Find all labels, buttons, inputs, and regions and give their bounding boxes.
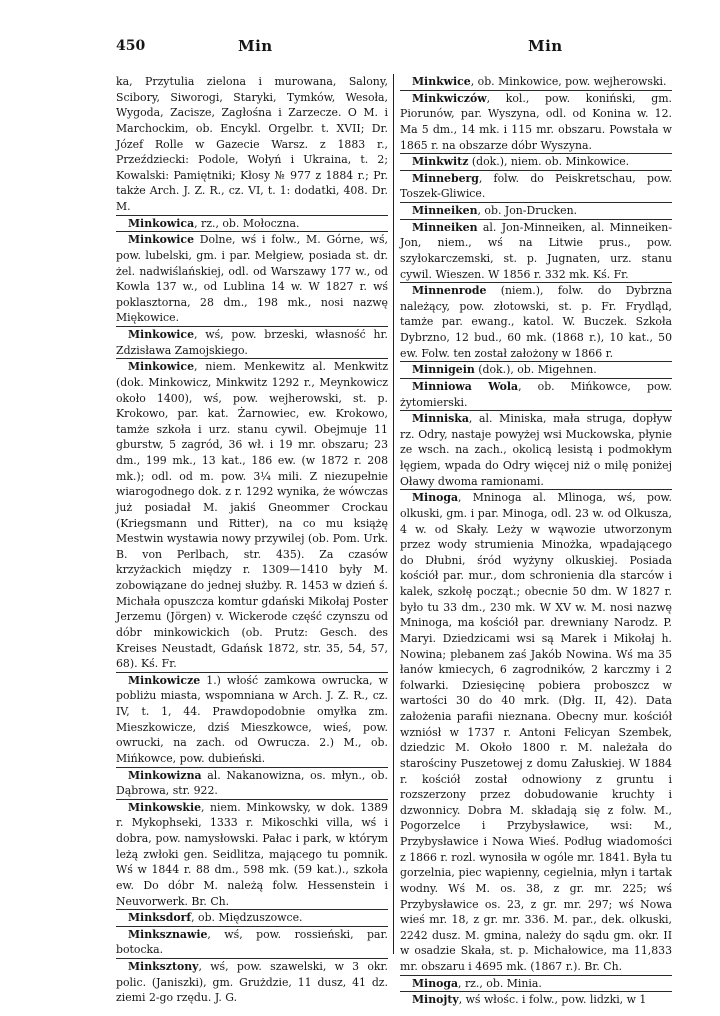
entry-headword: Minkowice — [128, 360, 194, 374]
dictionary-entry — [400, 410, 672, 489]
dictionary-entry — [400, 361, 672, 378]
entry-text: , folw. do Peiskretschau, pow. Toszek-Gliwice. — [400, 171, 672, 201]
page-header — [116, 38, 670, 60]
entry-headword: Minksdorf — [128, 911, 192, 925]
entry-text: (dok.), niem. ob. Minkowice. — [468, 155, 630, 169]
dictionary-entry — [116, 767, 388, 799]
dictionary-entry — [400, 170, 672, 202]
entry-headword: Minneiken — [412, 204, 478, 217]
entry-text: Dolne, wś i folw., M. Górne, wś, pow. lubelski, gm. i par. Mełgiew, posiada st. dr. żel. nadwiślańskiej, odl. od Warszawy 177 w., od Kowla 137 w., od Lublina 14 w. W 1827 r. wś poklasztorna, 28 dm., 198 mk., nosi nazwę Miękowice. — [116, 233, 388, 325]
entry-text: al. Nakanowizna, os. młyn., ob. Dąbrowa, str. 922. — [116, 768, 388, 798]
entry-text: , kol., pow. koniński, gm. Piorunów, par. Wyszyna, odl. od Konina w. 12. Ma 5 dm., 14 mk. i 115 mr. obszaru. Powstała w 1865 r. na obszarze dóbr Wyszyna. — [400, 91, 672, 152]
entry-headword: Minnigein — [412, 363, 475, 377]
entry-headword: Minkwice — [412, 75, 471, 88]
entry-headword: Minojty — [412, 993, 459, 1007]
entry-text: al. Jon-Minneiken, al. Minneiken-Jon, niem., wś na Litwie prus., pow. szyłokarczemski, st. p. Jugnaten, urz. stanu cywil. Wieszen. W 1856 r. 332 mk. Kś. Fr. — [400, 220, 672, 281]
dictionary-entry — [400, 991, 672, 1008]
dictionary-entry — [116, 799, 388, 909]
page-number: 450 — [116, 38, 146, 54]
entry-headword: Minoga — [412, 491, 459, 505]
dictionary-entry — [116, 358, 388, 672]
entry-text: , rz., ob. Mołoczna. — [194, 216, 300, 230]
entry-text: ka, Przytulia zielona i murowana, Salony, Scibory, Siworogi, Staryki, Tymków, Wesoła, Wygoda, Zacisze, Zagłośna i Zarzecze. O M. i Marchockim, ob. Encykl. Orgelbr. t. XVII; Dr. Józef Rolle w Gazecie Warsz. z 1883 r., Przeździecki: Podole, Wołyń i Ukraina, t. 2; Kowalski: Pamiętniki; Kłosy № 977 z 1884 r.; Pr. także Arch. J. Z. R., cz. VI, t. 1: dodatki, 408. Dr. M. — [116, 75, 388, 213]
entry-headword: Minkowica — [128, 216, 195, 230]
entry-headword: Minksznawie — [128, 927, 208, 941]
entry-text: , ob. Minkowice, pow. wejherowski. — [470, 75, 667, 88]
dictionary-entry — [116, 74, 388, 215]
entry-headword: Minkowice — [128, 328, 194, 341]
dictionary-entry — [116, 231, 388, 326]
dictionary-entry — [400, 219, 672, 283]
left-column — [116, 74, 388, 1005]
entry-text: (dok.), ob. Migehnen. — [474, 363, 597, 377]
dictionary-entry — [400, 74, 672, 90]
dictionary-entry — [116, 958, 388, 1006]
dictionary-entry — [400, 202, 672, 219]
entry-headword: Minneiken — [412, 220, 478, 234]
entry-text: , wś, pow. brzeski, własność hr. Zdzisława Zamojskiego. — [116, 328, 388, 357]
entry-text: , wś, pow. szawelski, w 3 okr. polic. (Janiszki), gm. Grużdzie, 11 dusz, 41 dz. ziemi 2-go rzędu. J. G. — [116, 960, 388, 1005]
entry-text: , Mninoga al. Mlinoga, wś, pow. olkuski, gm. i par. Minoga, odl. 23 w. od Olkusza, 4 w. od Skały. Leży w wąwozie utworzonym przez wody strumienia Minożka, wpadającego do Dłubni, śród wyżyny olkuskiej. Posiada kościół par. mur., dom schronienia dla starców i kalek, szkołę począt.; obecnie 50 dm. W 1827 r. było tu 33 dm., 230 mk. W XV w. M. nosi nazwę Mninoga, ma kościół par. drewniany Narodz. P. Maryi. Dziedzicami wsi są Marek i Mikołaj h. Nowina; plebanem zaś Jakób Nowina. Wś ma 35 łanów kmiecych, 6 zagrodników, 2 karczmy i 2 folwarki. Dziesięcinę pobiera proboszcz w wartości 30 do 40 mrk. (Dłg. II, 42). Data założenia parafii nieznana. Obecny mur. kościół wzniósł w 1737 r. Antoni Felicyan Szembek, dziedzic M. Około 1800 r. M. należała do starościny Puszetowej z domu Załuskiej. W 1884 r. kościół został odnowiony z gruntu i rozszerzony przez dobudowanie kruchty i dzwonnicy. Dobra M. składają się z folw. M., Pogorzelce i Przybysławice, wsi: M., Przybysławice i Nowa Wieś. Podług wiadomości z 1866 r. rozl. wynosiła w ogóle mr. 1841. Była tu gorzelnia, piec wapienny, cegielnia, młyn i tartak wodny. Wś M. os. 38, z gr. mr. 225; wś Przybysławice os. 23, z gr. mr. 297; wś Nowa wieś mr. 18, z gr. mr. 336. M. par., dek. olkuski, 2242 dusz. M. gmina, należy do sądu gm. okr. II w osadzie Skała, st. p. Michałowice, ma 11,833 mr. obszaru i 4695 mk. (1867 r.). Br. Ch. — [400, 491, 673, 973]
entry-headword: Minneberg — [412, 171, 479, 185]
dictionary-entry — [400, 975, 672, 992]
running-head-right: Min — [528, 37, 563, 55]
entry-headword: Minkowizna — [128, 768, 202, 782]
dictionary-entry — [116, 326, 388, 358]
entry-headword: Minkwitz — [412, 155, 469, 169]
entry-headword: Minniska — [412, 412, 469, 426]
column-divider — [393, 74, 394, 954]
entry-text: , niem. Minkowsky, w dok. 1389 r. Mykophseki, 1333 r. Mikoschki villa, wś i dobra, pow. namysłowski. Pałac i park, w którym leżą zwłoki gen. Seidlitza, mającego tu pomnik. Wś w 1844 r. 88 dm., 598 mk. (59 kat.)., szkoła ew. Do dóbr M. należą folw. Hessenstein i Neuvorwerk. Br. Ch. — [116, 800, 388, 908]
dictionary-entry — [116, 926, 388, 958]
entry-headword: Minniowa Wola — [412, 379, 519, 393]
entry-text: (niem.), folw. do Dybrzna należący, pow. złotowski, st. p. Fr. Frydląd, tamże par. ewang., katol. W. Buczek. Szkoła Dybrzno, 12 bud., 60 mk. (1868 r.), 10 kat., 50 ew. Folw. ten został założony w 1866 r. — [400, 284, 672, 360]
entry-headword: Minksztony — [128, 960, 199, 973]
entry-text: , niem. Menkewitz al. Menkwitz (dok. Minkowicz, Minkwitz 1292 r., Meynkowicz około 1400), wś, pow. wejherowski, st. p. Krokowo, par. kat. Żarnowiec, ew. Krokowo, tamże szkoła i urz. stanu cywil. Obejmuje 11 gburstw, 5 zagród, 36 wł. i 19 mr. obszaru; 23 dm., 199 mk., 13 kat., 186 ew. (w 1872 r. 208 mk.); odl. od m. pow. 3¼ mili. Z niezupełnie wiarogodnego dok. z r. 1292 wynika, że wówczas już posiadał M. jakiś Gneommer Crockau (Kriegsmann und Ritter), na co mu książę Mestwin wystawia nowy przywilej (ob. Pom. Urk. B. von Perlbach, str. 435). Za czasów krzyżackich między r. 1309—1410 były M. zobowiązane do jednej służby. R. 1453 w dzień ś. Michała opuszcza komtur gdański Mikołaj Poster Jerzemu (Jörgen) v. Wickerode część czynszu od dóbr minkowickich (ob. Prutz: Gesch. des Kreises Neustadt, Gdańsk 1872, str. 35, 54, 57, 68). Kś. Fr. — [116, 360, 388, 671]
entry-headword: Minkowskie — [128, 800, 202, 814]
dictionary-entry — [400, 378, 672, 410]
dictionary-entry — [116, 672, 388, 767]
dictionary-entry — [400, 489, 672, 974]
entry-headword: Minkowicze — [128, 673, 201, 687]
entry-text: , ob. Międzuszowce. — [191, 911, 303, 925]
dictionary-entry — [116, 215, 388, 232]
dictionary-entry — [116, 909, 388, 926]
entry-headword: Minkwiczów — [412, 91, 487, 105]
entry-text: 1.) włość zamkowa owrucka, w pobliżu miasta, wspomniana w Arch. J. Z. R., cz. IV, t. 1, 44. Prawdopodobnie omyłka zm. Mieszkowicze, dziś Mieszkowce, wieś, pow. owrucki, na zach. od Owrucza. 2.) M., ob. Mińkowce, pow. dubieński. — [116, 673, 388, 765]
entry-text: , rz., ob. Minia. — [458, 976, 542, 990]
entry-headword: Minkowice — [128, 233, 194, 247]
entry-text: , ob. Jon-Drucken. — [477, 204, 578, 217]
entry-headword: Minoga — [412, 976, 459, 990]
dictionary-entry — [400, 153, 672, 170]
entry-text: , wś włośc. i folw., pow. lidzki, w 1 — [458, 993, 647, 1007]
entry-text: , al. Miniska, mała struga, dopływ rz. Odry, nastaje powyżej wsi Muckowska, płynie ze wsch. na zach., okolicą lesistą i podmokłym łęgiem, wpada do Odry więcej niż o milę poniżej Oławy dwoma ramionami. — [400, 412, 672, 488]
dictionary-entry — [400, 282, 672, 361]
entry-headword: Minnenrode — [412, 284, 487, 298]
entry-text: , wś, pow. rossieński, par. botocka. — [116, 927, 388, 957]
running-head-left: Min — [238, 37, 273, 55]
entry-text: , ob. Mińkowce, pow. żytomierski. — [400, 379, 672, 409]
right-column — [400, 74, 673, 1007]
dictionary-entry — [400, 90, 672, 154]
